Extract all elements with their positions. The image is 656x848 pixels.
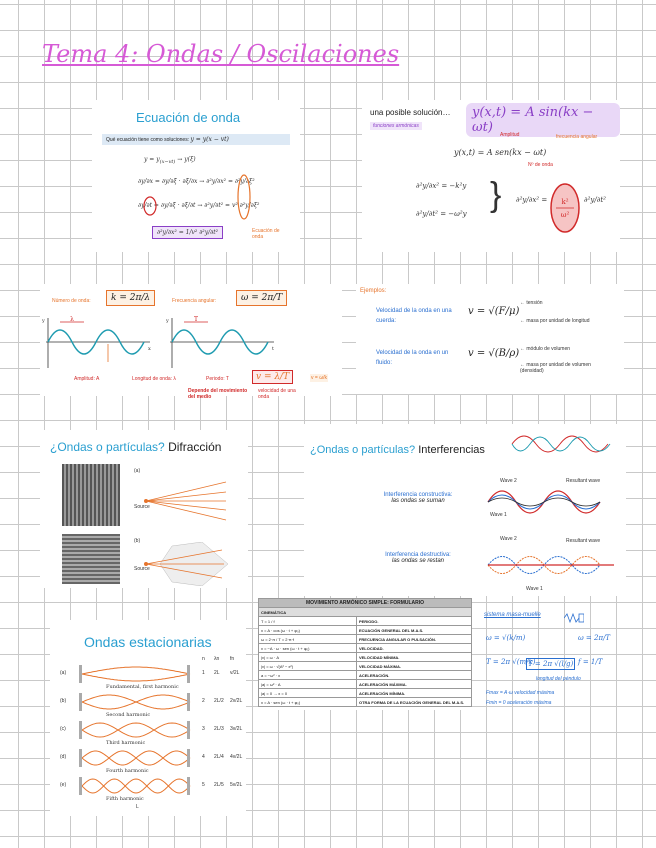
formula-cell: x = A · cos (ω · t + φ₀) bbox=[259, 626, 357, 635]
spring-f: f = 1/T bbox=[578, 658, 603, 666]
amplitude-caption: Amplitud: A bbox=[74, 376, 100, 382]
standing-row bbox=[50, 664, 246, 692]
harmonic-n: 2 bbox=[202, 698, 205, 704]
string-support bbox=[187, 777, 190, 795]
table-row bbox=[259, 644, 472, 653]
standing-row bbox=[50, 776, 246, 804]
orange-highlight-ellipse bbox=[236, 172, 252, 222]
interference-heading: ¿Ondas o partículas? Interferencias bbox=[310, 444, 485, 456]
string-support bbox=[79, 693, 82, 711]
omega-label: Frecuencia angular: bbox=[172, 298, 217, 304]
harmonic-caption: Fifth harmonic bbox=[106, 796, 144, 802]
svg-text:t: t bbox=[272, 346, 275, 352]
k-label: Número de onda: bbox=[52, 298, 91, 304]
harmonic-lam: 2L/3 bbox=[214, 726, 224, 732]
table-row bbox=[259, 626, 472, 635]
harmonic-lam: 2L/2 bbox=[214, 698, 224, 704]
angular-frequency-label: frecuencia angular bbox=[556, 134, 598, 140]
pendulum-period: T = 2π √(l/g) bbox=[528, 660, 574, 668]
spring-period: T = 2π √(m/k) bbox=[486, 658, 536, 666]
harmonic-lam: 2L bbox=[214, 670, 220, 676]
solution-intro: una posible solución… bbox=[370, 108, 451, 117]
brace: } bbox=[490, 176, 502, 214]
standing-row-label: (b) bbox=[60, 698, 67, 704]
harmonic-f: 5v/2L bbox=[230, 782, 243, 788]
description-cell: VELOCIDAD MÍNIMA. bbox=[356, 653, 471, 662]
diffraction-heading: ¿Ondas o partículas? Difracción bbox=[50, 440, 222, 454]
diffraction-card bbox=[40, 430, 248, 588]
spring-note-2: Fmin = 0 aceleración máxima bbox=[486, 700, 552, 706]
standing-row-label: (a) bbox=[60, 670, 67, 676]
diffraction-photo-b bbox=[62, 534, 120, 584]
svg-text:y: y bbox=[166, 318, 169, 324]
string-support bbox=[187, 665, 190, 683]
string-support bbox=[79, 665, 82, 683]
interference-card bbox=[304, 424, 626, 596]
constructive-wave1-label: Wave 1 bbox=[490, 512, 507, 518]
svg-text:ω²: ω² bbox=[560, 211, 570, 219]
harmonic-f: v/2L bbox=[230, 670, 240, 676]
constructive-wave2-label: Wave 2 bbox=[500, 478, 517, 484]
result-dx: ∂²y/∂x² = bbox=[516, 196, 548, 204]
standing-wave-envelope bbox=[82, 723, 190, 737]
standing-waves-heading: Ondas estacionarias bbox=[84, 634, 212, 650]
description-cell: PERIODO. bbox=[356, 617, 471, 626]
diffraction-label-a: (a) bbox=[134, 468, 141, 474]
mas-formulary bbox=[258, 598, 472, 710]
length-label: L bbox=[136, 804, 139, 810]
standing-row-label: (e) bbox=[60, 782, 67, 788]
formula-cell: |v| = ω · A bbox=[259, 653, 357, 662]
mas-header: MOVIMIENTO ARMÓNICO SIMPLE: FORMULARIO bbox=[259, 599, 472, 608]
harmonic-lam: 2L/5 bbox=[214, 782, 224, 788]
string-speed-label: Velocidad de la onda en una cuerda: bbox=[376, 308, 452, 324]
table-row bbox=[259, 653, 472, 662]
diffraction-diagram-a bbox=[132, 476, 232, 526]
fluid-speed-label: Velocidad de la onda en un fluido: bbox=[376, 350, 449, 366]
standing-row bbox=[50, 720, 246, 748]
string-support bbox=[187, 693, 190, 711]
source-label-b: Source bbox=[134, 566, 150, 572]
standing-wave-envelope bbox=[82, 695, 190, 709]
wave-equation-heading: Ecuación de onda bbox=[136, 110, 241, 125]
mas-section: CINEMÁTICA bbox=[259, 608, 472, 617]
second-derivative-x: ∂²y/∂x² = −k²y bbox=[416, 182, 467, 190]
constructive-label: Interferencia constructiva: las ondas se suman bbox=[383, 492, 453, 504]
harmonic-f: 4v/2L bbox=[230, 754, 243, 760]
description-cell: VELOCIDAD MÁXIMA. bbox=[356, 662, 471, 671]
table-row bbox=[259, 662, 472, 671]
harmonic-f: 3v/2L bbox=[230, 726, 243, 732]
amplitude-label: Amplitud bbox=[500, 132, 520, 138]
table-row bbox=[259, 617, 472, 626]
pendulum-length-label: longitud del péndulo bbox=[536, 676, 581, 682]
red-highlight-ellipse bbox=[142, 196, 158, 216]
description-cell: ACELERACIÓN MÍNIMA. bbox=[356, 689, 471, 698]
standing-wave-svg bbox=[76, 664, 196, 684]
examples-card bbox=[356, 284, 624, 394]
standing-row bbox=[50, 748, 246, 776]
standing-wave-svg bbox=[76, 748, 196, 768]
formula-cell: x = A · sen (ω · t + φ₀) bbox=[259, 698, 357, 707]
v-equation: v = λ/T bbox=[252, 370, 293, 384]
svg-text:λ: λ bbox=[70, 316, 74, 323]
svg-text:k²: k² bbox=[561, 198, 569, 206]
red-result-ellipse bbox=[548, 180, 582, 236]
diffraction-label-b: (b) bbox=[134, 538, 141, 544]
col-n: n bbox=[202, 656, 205, 662]
standing-wave-envelope bbox=[82, 751, 190, 765]
table-row bbox=[259, 698, 472, 707]
harmonic-n: 5 bbox=[202, 782, 205, 788]
standing-waves-card bbox=[50, 620, 246, 816]
formula-cell: T = 1 / f bbox=[259, 617, 357, 626]
destructive-plot bbox=[484, 542, 620, 588]
harmonic-n: 4 bbox=[202, 754, 205, 760]
description-cell: ACELERACIÓN MÁXIMA. bbox=[356, 680, 471, 689]
formula-cell: v = −A · ω · sen (ω · t + φ₀) bbox=[259, 644, 357, 653]
wave-equation-question: Qué ecuación tiene como soluciones: y = y(x − vt) bbox=[102, 134, 290, 145]
spring-note-1: Fmax = A·ω velocidad máxima bbox=[486, 690, 555, 696]
bulk-modulus-note: ← módulo de volumen bbox=[520, 346, 571, 352]
harmonic-caption: Second harmonic bbox=[106, 712, 151, 718]
harmonic-n: 1 bbox=[202, 670, 205, 676]
svg-text:x: x bbox=[148, 346, 151, 352]
harmonic-caption: Fundamental, first harmonic bbox=[106, 684, 179, 690]
boxed-note: Ecuación de onda bbox=[252, 228, 280, 240]
standing-wave-envelope bbox=[82, 674, 190, 681]
formula-cell: |a| = ω² · A bbox=[259, 680, 357, 689]
spring-mass-card bbox=[480, 610, 628, 718]
interference-header-plot bbox=[510, 426, 620, 462]
string-support bbox=[79, 721, 82, 739]
spring-omega: ω = √(k/m) bbox=[486, 634, 526, 642]
standing-row-label: (d) bbox=[60, 754, 67, 760]
period-caption: Periodo: T bbox=[206, 376, 229, 382]
svg-text:T: T bbox=[193, 316, 199, 323]
mas-table bbox=[258, 598, 472, 707]
wave-speed-note: velocidad de una onda bbox=[258, 388, 296, 400]
destructive-wave2-label: Wave 2 bbox=[500, 536, 517, 542]
spring-icon bbox=[564, 612, 584, 624]
string-support bbox=[187, 721, 190, 739]
destructive-label: Interferencia destructiva: las ondas se restan bbox=[385, 552, 451, 564]
constructive-resultant-label: Resultant wave bbox=[566, 478, 601, 484]
col-f: fn bbox=[230, 656, 235, 662]
fluid-speed-equation: v = √(B/ρ) bbox=[468, 348, 520, 359]
derivation-line-1: $y = y_{(x-vt)} \to y(\xi)$ bbox=[144, 156, 196, 166]
formula-cell: a = −ω² · x bbox=[259, 671, 357, 680]
standing-wave-svg bbox=[76, 720, 196, 740]
diffraction-diagram-b bbox=[132, 542, 232, 586]
tension-note: ← tensión bbox=[520, 300, 543, 306]
derivation-line-2: ∂y/∂x = ∂y/∂ξ · ∂ξ/∂x → ∂²y/∂x² = ∂²y/∂ξ² bbox=[138, 178, 255, 185]
derivation-line-3: ∂y/∂t = ∂y/∂ξ · ∂ξ/∂t → ∂²y/∂t² = v² ∂²y/∂ξ² bbox=[138, 202, 260, 209]
k-equation: k = 2π/λ bbox=[106, 290, 155, 306]
description-cell: ACELERACIÓN. bbox=[356, 671, 471, 680]
omega-equation: ω = 2π/T bbox=[236, 290, 287, 306]
destructive-resultant-label: Resultant wave bbox=[566, 538, 601, 544]
string-support bbox=[79, 777, 82, 795]
harmonic-f: 2v/2L bbox=[230, 698, 243, 704]
description-cell: ECUACIÓN GENERAL DEL M.A.S. bbox=[356, 626, 471, 635]
solution-equation: y(x,t) = A sin(kx − ωt) bbox=[466, 103, 620, 137]
result-dt: ∂²y/∂t² bbox=[584, 196, 606, 204]
string-speed-equation: v = √(F/μ) bbox=[468, 306, 520, 317]
string-support bbox=[187, 749, 190, 767]
wavelength-caption: Longitud de onda: λ bbox=[132, 376, 176, 382]
medium-note: Depende del movimiento del medio bbox=[188, 388, 248, 400]
harmonic-caption: Fourth harmonic bbox=[106, 768, 149, 774]
linear-density-note: ← masa por unidad de longitud bbox=[520, 318, 590, 324]
col-lambda: λn bbox=[214, 656, 220, 662]
solution-card bbox=[362, 100, 620, 252]
boxed-wave-equation: ∂²y/∂x² = 1/v² ∂²y/∂t² bbox=[152, 226, 223, 239]
string-support bbox=[79, 749, 82, 767]
sine-plot-t bbox=[166, 314, 278, 370]
wavenumber-label: Nº de onda bbox=[528, 162, 553, 168]
spring-w2: ω = 2π/T bbox=[578, 634, 611, 642]
standing-row bbox=[50, 692, 246, 720]
source-label-a: Source bbox=[134, 504, 150, 510]
wave-equation-card bbox=[92, 100, 300, 252]
k-omega-card bbox=[40, 284, 342, 400]
solution-written-equation: y(x,t) = A sen(kx − ωt) bbox=[454, 148, 547, 157]
standing-wave-svg bbox=[76, 692, 196, 712]
description-cell: VELOCIDAD. bbox=[356, 644, 471, 653]
diffraction-photo-a bbox=[62, 464, 120, 526]
harmonic-caption: Third harmonic bbox=[106, 740, 146, 746]
sine-plot-x bbox=[42, 314, 154, 370]
formula-cell: |a| = 0 → x = 0 bbox=[259, 689, 357, 698]
second-derivative-t: ∂²y/∂t² = −ω²y bbox=[416, 210, 467, 218]
harmonic-n: 3 bbox=[202, 726, 205, 732]
table-row bbox=[259, 671, 472, 680]
v-equation-2: v = ω/k bbox=[311, 375, 327, 381]
table-row bbox=[259, 635, 472, 644]
table-row bbox=[259, 689, 472, 698]
table-row bbox=[259, 680, 472, 689]
destructive-wave1-label: Wave 1 bbox=[526, 586, 543, 592]
standing-wave-envelope bbox=[82, 667, 190, 674]
standing-wave-svg bbox=[76, 776, 196, 796]
harmonic-lam: 2L/4 bbox=[214, 754, 224, 760]
examples-heading: Ejemplos: bbox=[360, 288, 387, 294]
solution-subtitle: funciones armónicas bbox=[370, 122, 422, 130]
density-note: ← masa por unidad de volumen (densidad) bbox=[520, 362, 591, 374]
standing-row-label: (c) bbox=[60, 726, 66, 732]
page-title: Tema 4: Ondas / Oscilaciones bbox=[42, 40, 400, 68]
formula-cell: ω = 2·π / T = 2·π·f bbox=[259, 635, 357, 644]
spring-heading: sistema masa-muelle bbox=[484, 612, 541, 618]
standing-wave-envelope bbox=[82, 723, 190, 737]
svg-text:y: y bbox=[42, 318, 45, 324]
description-cell: OTRA FORMA DE LA ECUACIÓN GENERAL DEL M.A.S. bbox=[356, 698, 471, 707]
formula-cell: |v| = ω · √(A² − x²) bbox=[259, 662, 357, 671]
description-cell: FRECUENCIA ANGULAR O PULSACIÓN. bbox=[356, 635, 471, 644]
